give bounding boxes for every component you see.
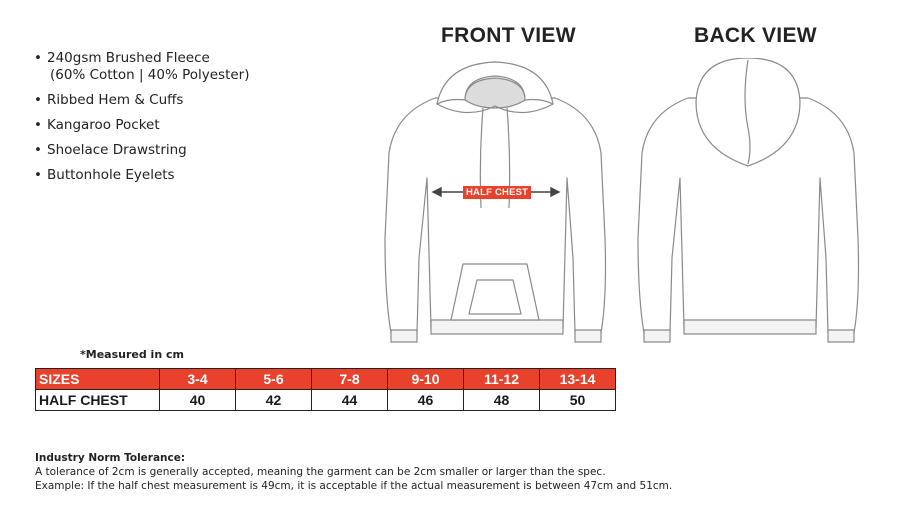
tolerance-line: A tolerance of 2cm is generally accepted, meaning the garment can be 2cm smaller or larger than the spec.	[35, 466, 606, 478]
feature-text: Shoelace Drawstring	[47, 142, 187, 158]
half-chest-label: HALF CHEST	[463, 186, 531, 199]
measurement-unit-note: *Measured in cm	[80, 348, 184, 361]
feature-text: Buttonhole Eyelets	[47, 167, 175, 183]
size-chart-table	[35, 368, 616, 411]
front-view-title: FRONT VIEW	[441, 24, 576, 47]
table-row	[36, 390, 616, 411]
size-cell: 5-6	[236, 369, 312, 390]
half-chest-value: 44	[312, 390, 388, 411]
table-header-row	[36, 369, 616, 390]
front-hoodie-illustration	[375, 58, 615, 356]
feature-list	[34, 50, 250, 192]
feature-text: Kangaroo Pocket	[47, 117, 160, 133]
size-cell: 13-14	[540, 369, 616, 390]
feature-item	[34, 167, 250, 184]
size-cell: 3-4	[160, 369, 236, 390]
half-chest-value: 48	[464, 390, 540, 411]
half-chest-value: 42	[236, 390, 312, 411]
feature-item	[34, 142, 250, 159]
feature-item	[34, 92, 250, 109]
half-chest-value: 50	[540, 390, 616, 411]
tolerance-heading: Industry Norm Tolerance:	[35, 452, 186, 464]
back-hoodie-illustration	[628, 58, 868, 356]
feature-text: Ribbed Hem & Cuffs	[47, 92, 184, 108]
tolerance-example: Example: If the half chest measurement is 49cm, it is acceptable if the actual measurement is between 47cm and 51cm.	[35, 480, 673, 492]
feature-item	[34, 117, 250, 134]
feature-text: 240gsm Brushed Fleece	[47, 50, 210, 66]
size-cell: 11-12	[464, 369, 540, 390]
sizes-header-cell: SIZES	[36, 369, 160, 390]
half-chest-value: 46	[388, 390, 464, 411]
feature-item	[34, 50, 250, 84]
feature-subtext: (60% Cotton | 40% Polyester)	[50, 67, 250, 83]
back-view-title: BACK VIEW	[694, 24, 817, 47]
tolerance-note	[35, 451, 672, 493]
half-chest-value: 40	[160, 390, 236, 411]
half-chest-row-label: HALF CHEST	[36, 390, 160, 411]
size-cell: 9-10	[388, 369, 464, 390]
size-cell: 7-8	[312, 369, 388, 390]
